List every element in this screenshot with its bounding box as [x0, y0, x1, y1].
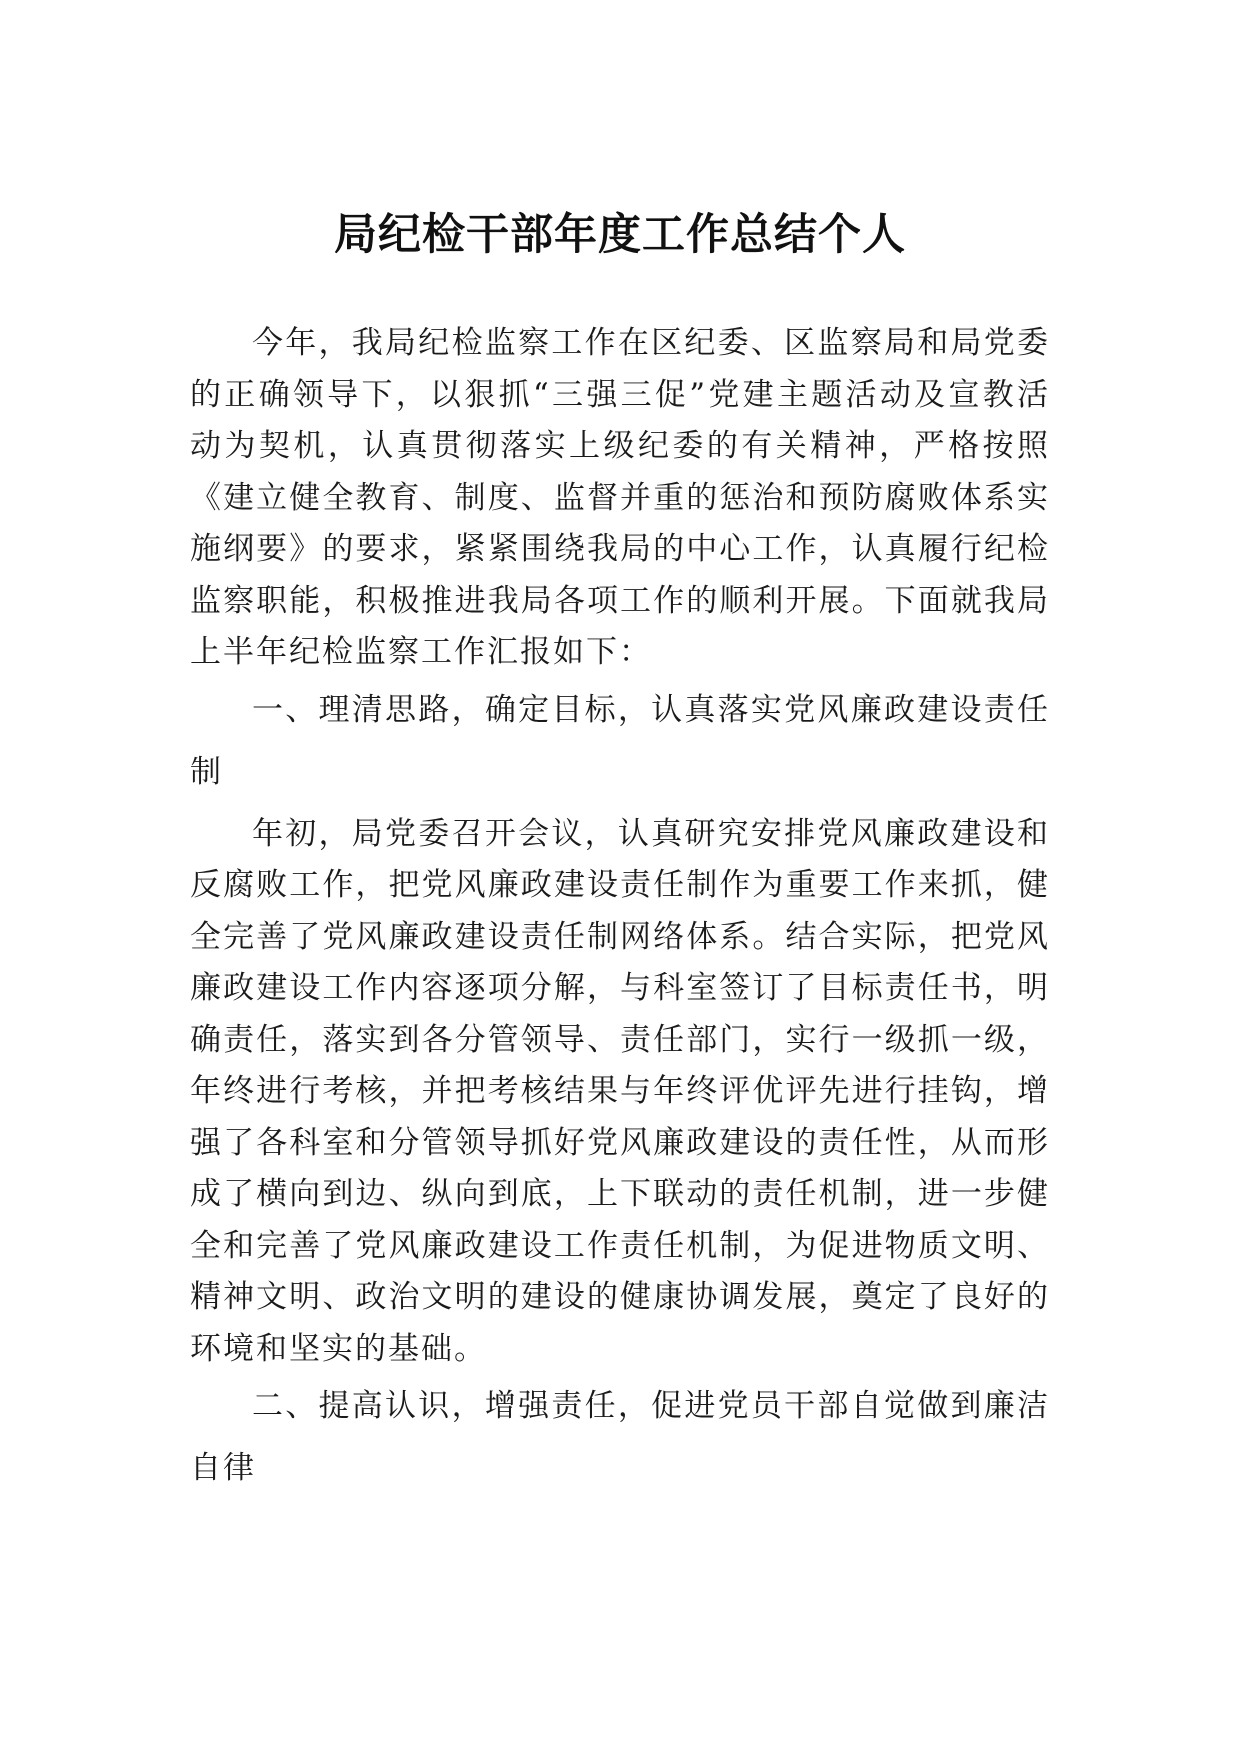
section-heading-2: 二、提高认识，增强责任，促进党员干部自觉做到廉洁自律 [190, 1388, 1050, 1486]
document-title: 局纪检干部年度工作总结个人 [334, 210, 906, 260]
section-heading-1: 一、理清思路，确定目标，认真落实党风廉政建设责任制 [190, 691, 1050, 790]
document-body [190, 318, 1050, 1505]
section-1-paragraph: 年初，局党委召开会议，认真研究安排党风廉政建设和反腐败工作，把党风廉政建设责任制作为重要工作来抓，健全完善了党风廉政建设责任制网络体系。结合实际，把党风廉政建设工作内容逐项分解，与科室签订了目标责任书，明确责任，落实到各分管领导、责任部门，实行一级抓一级，年终进行考核，并把考核结果与年终评优评先进行挂钩，增强了各科室和分管领导抓好党风廉政建设的责任性，从而形成了横向到边、纵向到底，上下联动的责任机制，进一步健全和完善了党风廉政建设工作责任机制，为促进物质文明、精神文明、政治文明的建设的健康协调发展，奠定了良好的环境和坚实的基础。 [190, 815, 1050, 1367]
intro-paragraph: 今年，我局纪检监察工作在区纪委、区监察局和局党委的正确领导下，以狠抓“三强三促”党建主题活动及宣教活动为契机，认真贯彻落实上级纪委的有关精神，严格按照《建立健全教育、制度、监督并重的惩治和预防腐败体系实施纲要》的要求，紧紧围绕我局的中心工作，认真履行纪检监察职能，积极推进我局各项工作的顺利开展。下面就我局上半年纪检监察工作汇报如下： [190, 325, 1050, 670]
